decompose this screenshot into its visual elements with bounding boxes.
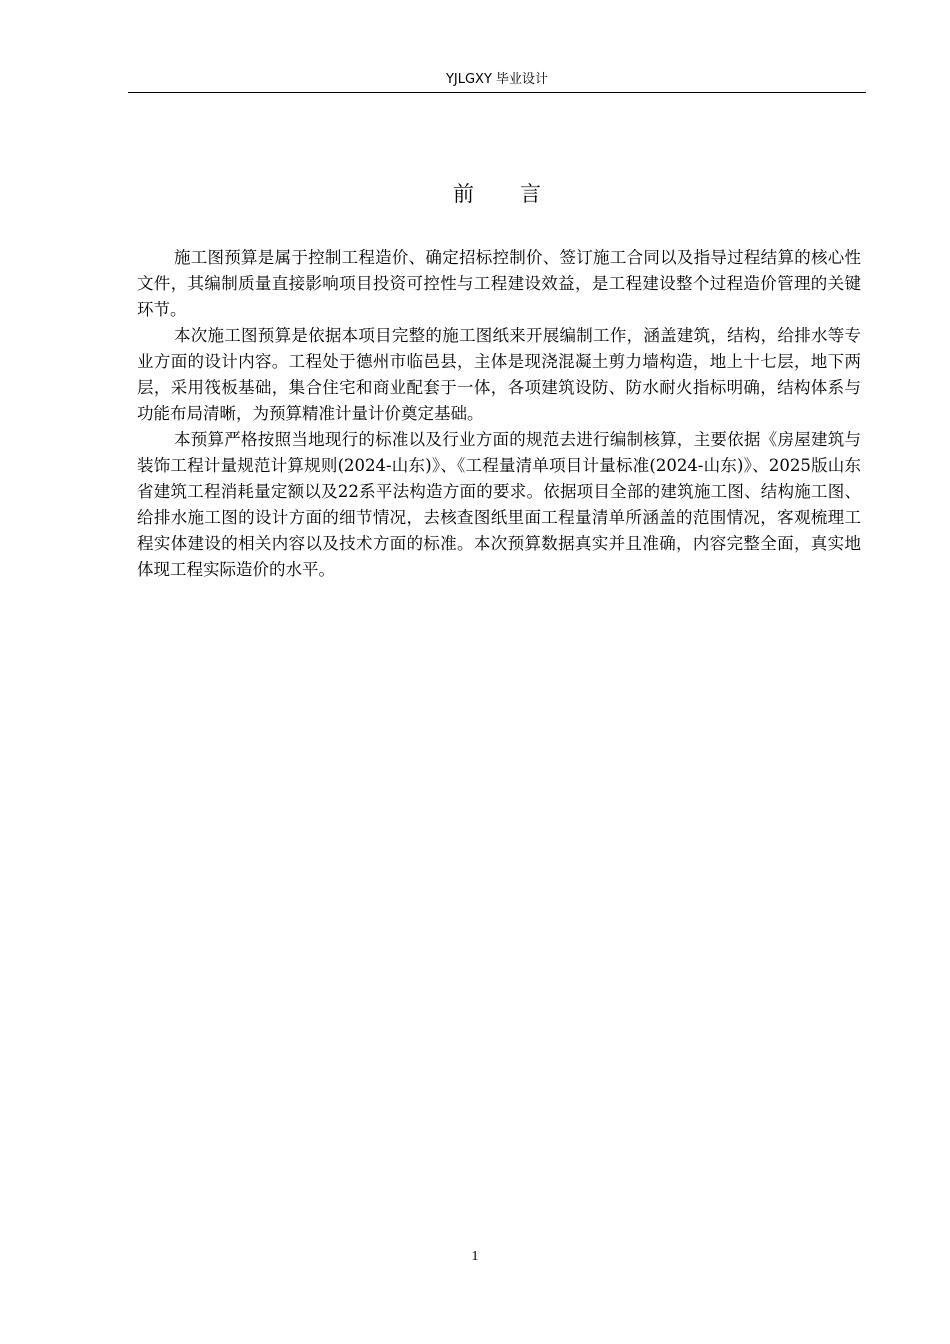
paragraph-3: 本预算严格按照当地现行的标准以及行业方面的规范去进行编制核算，主要依据《房屋建筑与装饰工程计量规范计算规则(2024-山东)》、《工程量清单项目计量标准(2024-山东)》、2025版山东省建筑工程消耗量定额以及22系平法构造方面的要求。依据项目全部的建筑施工图、结构施工图、给排水施工图的设计方面的细节情况，去核查图纸里面工程量清单所涵盖的范围情况，客观梳理工程实体建设的相关内容以及技术方面的标准。本次预算数据真实并且准确，内容完整全面，真实地体现工程实际造价的水平。 (137, 430, 861, 579)
paragraph-1: 施工图预算是属于控制工程造价、确定招标控制价、签订施工合同以及指导过程结算的核心性文件，其编制质量直接影响项目投资可控性与工程建设效益，是工程建设整个过程造价管理的关键环节。 (137, 248, 861, 319)
running-header: YJLGXY 毕业设计 (445, 72, 549, 87)
paragraph-2: 本次施工图预算是依据本项目完整的施工图纸来开展编制工作，涵盖建筑，结构，给排水等专业方面的设计内容。工程处于德州市临邑县，主体是现浇混凝土剪力墙构造，地上十七层，地下两层，采用筏板基础，集合住宅和商业配套于一体，各项建筑设防、防水耐火指标明确，结构体系与功能布局清晰，为预算精准计量计价奠定基础。 (137, 326, 861, 423)
body-text (137, 245, 861, 583)
page-title: 前言 (453, 182, 587, 206)
page-number: 1 (471, 1249, 479, 1264)
header-divider (128, 92, 866, 93)
